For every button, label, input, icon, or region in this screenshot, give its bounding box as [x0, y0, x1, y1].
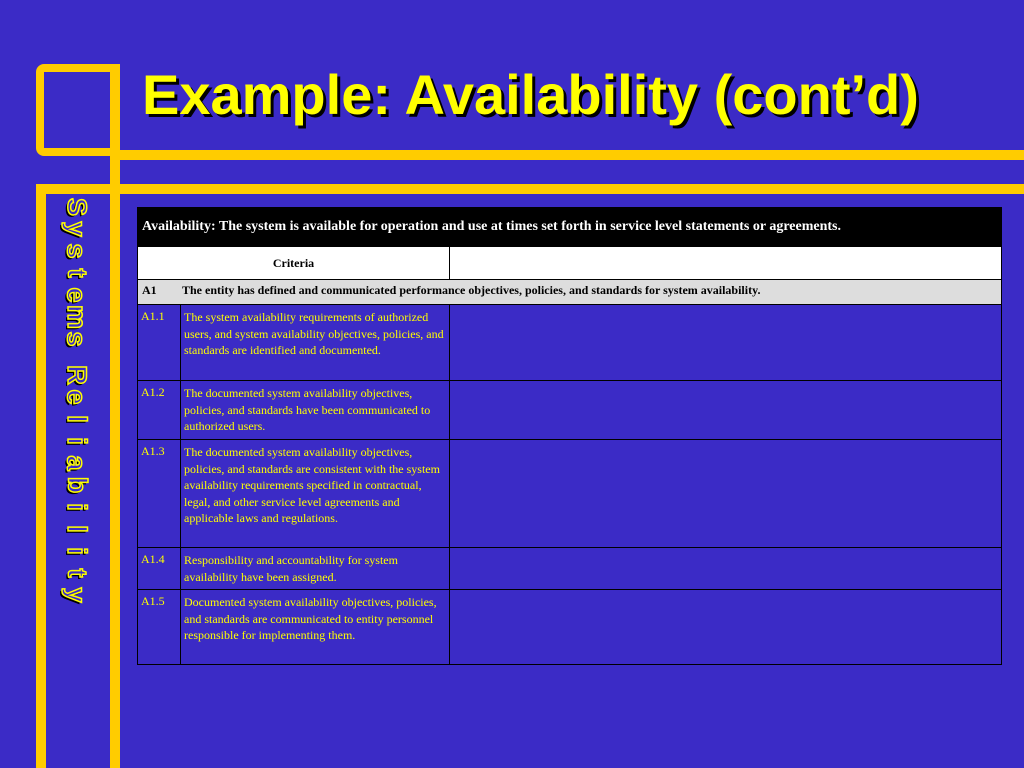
side-label-letter: i — [61, 503, 92, 511]
frame-vertical-bar-inner — [110, 64, 120, 768]
side-label-letter: s — [62, 243, 92, 259]
table-row — [138, 305, 1002, 381]
side-label-letter: b — [62, 476, 92, 494]
item-text: The documented system availability objectives, policies, and standards have been communicated to authorized users. — [181, 381, 450, 440]
side-label-letter: y — [62, 221, 92, 237]
item-code: A1.5 — [138, 590, 181, 665]
side-label-letter: R — [62, 365, 92, 385]
side-label-letter: i — [61, 547, 92, 555]
table-row — [138, 548, 1002, 590]
table-header: Availability: The system is available for operation and use at times set forth in service level statements or agreements. — [138, 208, 1002, 247]
item-blank-cell — [450, 440, 1002, 548]
frame-horizontal-bar-top — [110, 150, 1024, 160]
frame-vertical-bar-outer — [36, 184, 46, 768]
item-code: A1.4 — [138, 548, 181, 590]
frame-square-decoration — [36, 64, 120, 156]
side-label-letter: l — [61, 525, 92, 533]
table-row — [138, 381, 1002, 440]
side-label-systems-reliability — [50, 196, 104, 606]
item-text: The system availability requirements of authorized users, and system availability objectives, policies, and standards are identified and documented. — [181, 305, 450, 381]
item-code: A1.1 — [138, 305, 181, 381]
side-label-letter: t — [62, 568, 92, 578]
section-text: The entity has defined and communicated performance objectives, policies, and standards for system availability. — [182, 283, 761, 297]
side-label-letter: s — [62, 331, 92, 347]
item-code: A1.2 — [138, 381, 181, 440]
table-row — [138, 590, 1002, 665]
criteria-column-label: Criteria — [138, 247, 450, 280]
item-blank-cell — [450, 548, 1002, 590]
item-blank-cell — [450, 305, 1002, 381]
side-label-letter: y — [62, 587, 92, 603]
side-label-letter: t — [62, 268, 92, 278]
criteria-header-row — [138, 247, 1002, 280]
item-text: Documented system availability objectives, policies, and standards are communicated to entity personnel responsible for implementing them. — [181, 590, 450, 665]
table-header-row — [138, 208, 1002, 247]
criteria-table — [137, 207, 1002, 665]
blank-header-cell — [450, 247, 1002, 280]
section-code: A1 — [142, 283, 157, 297]
section-cell — [138, 280, 1002, 305]
side-label-letter: m — [61, 304, 92, 330]
item-code: A1.3 — [138, 440, 181, 548]
side-label-letter: a — [62, 455, 92, 471]
frame-horizontal-bar-second — [36, 184, 1024, 194]
side-label-letter: S — [61, 197, 92, 217]
item-blank-cell — [450, 381, 1002, 440]
item-blank-cell — [450, 590, 1002, 665]
slide-title: Example: Availability (cont’d) — [142, 63, 919, 126]
side-label-letter: l — [61, 415, 92, 423]
section-row — [138, 280, 1002, 305]
side-label-letter: e — [62, 389, 92, 405]
table-row — [138, 440, 1002, 548]
side-label-letter: e — [62, 287, 92, 303]
item-text: The documented system availability objectives, policies, and standards are consistent with the system availability requirements specified in contractual, legal, and other service level agreements and applicable laws and regulations. — [181, 440, 450, 548]
side-label-letter: i — [61, 437, 92, 445]
item-text: Responsibility and accountability for system availability have been assigned. — [181, 548, 450, 590]
